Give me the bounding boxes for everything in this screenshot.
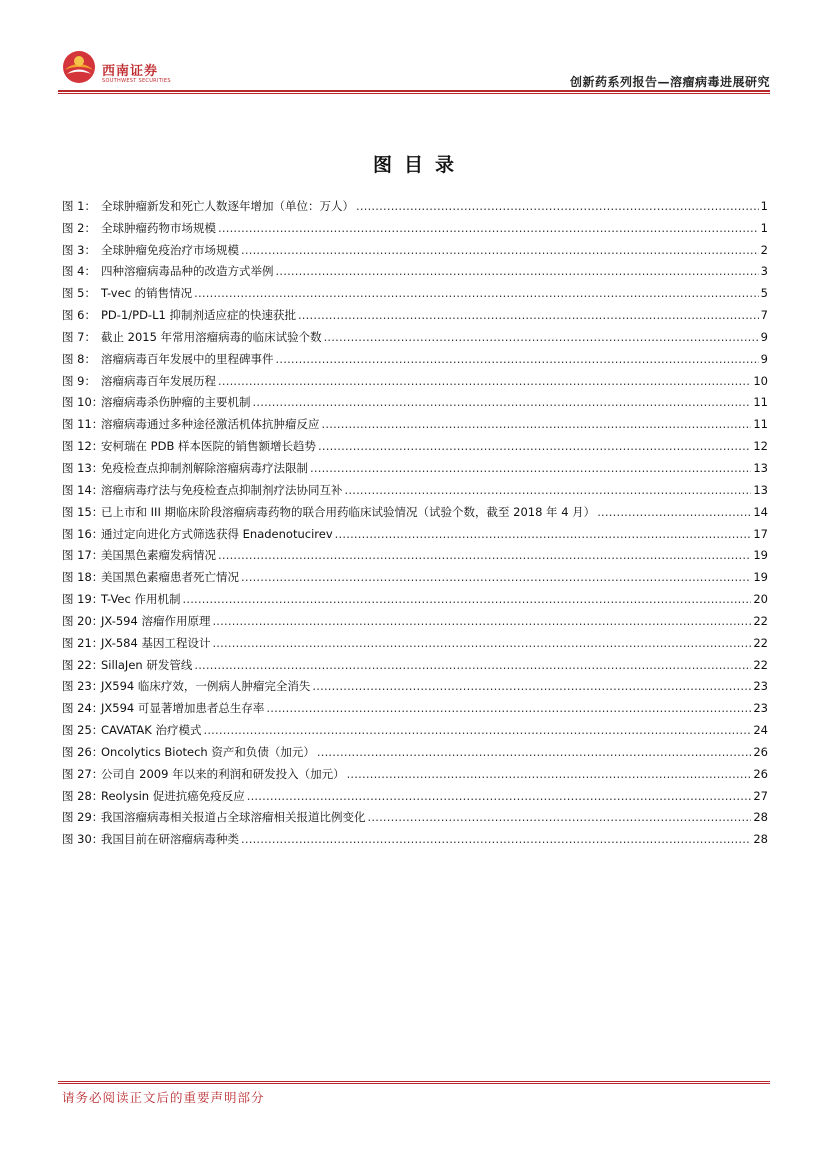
toc-page-number: 2 xyxy=(760,242,768,257)
toc-page-number: 27 xyxy=(753,788,768,803)
toc-figure-title: 公司自 2009 年以来的利润和研发投入（加元） xyxy=(101,766,345,781)
toc-page-number: 26 xyxy=(753,766,768,781)
toc-figure-number: 图 18： xyxy=(62,570,104,585)
toc-figure-number: 图 15： xyxy=(62,504,104,519)
toc-figure-number: 图 22： xyxy=(62,657,104,672)
toc-figure-number: 图 30： xyxy=(62,832,104,847)
toc-figure-number: 图 12： xyxy=(62,439,104,454)
toc-page-number: 13 xyxy=(753,460,768,475)
toc-page-number: 9 xyxy=(760,329,768,344)
toc-figure-title: JX-594 溶瘤作用原理 xyxy=(101,613,211,628)
toc-figure-number: 图 2： xyxy=(62,220,96,235)
toc-entry[interactable] xyxy=(62,257,768,279)
toc-leader-dots xyxy=(218,548,751,562)
toc-page-number: 20 xyxy=(753,592,768,607)
toc-figure-number: 图 26： xyxy=(62,744,104,759)
toc-figure-number: 图 16： xyxy=(62,526,104,541)
toc-figure-title: 溶瘤病毒疗法与免疫检查点抑制剂疗法协同互补 xyxy=(101,482,343,497)
header-divider-thin xyxy=(58,93,770,94)
toc-leader-dots xyxy=(247,789,752,803)
toc-leader-dots xyxy=(597,505,751,519)
toc-heading: 图目录 xyxy=(372,154,466,176)
toc-leader-dots xyxy=(218,221,759,235)
toc-entry[interactable] xyxy=(62,562,768,584)
toc-page-number: 24 xyxy=(753,723,768,738)
toc-figure-number: 图 21： xyxy=(62,635,104,650)
toc-leader-dots xyxy=(317,745,752,759)
toc-figure-number: 图 19： xyxy=(62,592,104,607)
toc-entry[interactable] xyxy=(62,824,768,846)
toc-leader-dots xyxy=(347,767,752,781)
toc-entry[interactable] xyxy=(62,431,768,453)
toc-figure-title: CAVATAK 治疗模式 xyxy=(101,723,202,738)
toc-figure-number: 图 4： xyxy=(62,264,96,279)
toc-entry[interactable] xyxy=(62,497,768,519)
toc-figure-number: 图 3： xyxy=(62,242,96,257)
toc-figure-number: 图 25： xyxy=(62,723,104,738)
toc-page-number: 22 xyxy=(753,657,768,672)
company-logo xyxy=(62,50,182,90)
toc-figure-number: 图 27： xyxy=(62,766,104,781)
toc-page-number: 22 xyxy=(753,613,768,628)
toc-entry[interactable] xyxy=(62,235,768,257)
toc-figure-title: SillaJen 研发管线 xyxy=(101,657,193,672)
toc-figure-number: 图 11： xyxy=(62,417,104,432)
logo-chinese-name: 西南证券 xyxy=(102,64,159,79)
toc-figure-number: 图 9： xyxy=(62,373,96,388)
toc-figure-title: 已上市和 III 期临床阶段溶瘤病毒药物的联合用药临床试验情况（试验个数，截至 2018 年 4 月） xyxy=(101,504,596,519)
toc-leader-dots xyxy=(241,570,751,584)
toc-page-number: 1 xyxy=(760,198,768,213)
figure-table-of-contents xyxy=(62,191,768,846)
page-header xyxy=(58,44,770,94)
toc-page-number: 12 xyxy=(753,439,768,454)
toc-page-number: 28 xyxy=(753,810,768,825)
toc-figure-title: 全球肿瘤免疫治疗市场规模 xyxy=(101,242,239,257)
toc-page-number: 11 xyxy=(753,417,768,432)
toc-figure-number: 图 29： xyxy=(62,810,104,825)
toc-entry[interactable] xyxy=(62,475,768,497)
toc-entry[interactable] xyxy=(62,344,768,366)
toc-figure-title: 全球肿瘤新发和死亡人数逐年增加（单位：万人） xyxy=(101,198,354,213)
toc-leader-dots xyxy=(298,308,759,322)
toc-leader-dots xyxy=(345,483,752,497)
toc-figure-title: 溶瘤病毒通过多种途径激活机体抗肿瘤反应 xyxy=(101,417,320,432)
toc-leader-dots xyxy=(212,636,751,650)
toc-entry[interactable] xyxy=(62,366,768,388)
toc-page-number: 3 xyxy=(760,264,768,279)
toc-entry[interactable] xyxy=(62,278,768,300)
toc-leader-dots xyxy=(318,439,751,453)
toc-page-number: 11 xyxy=(753,395,768,410)
toc-page-number: 14 xyxy=(753,504,768,519)
toc-figure-number: 图 6： xyxy=(62,308,96,323)
toc-entry[interactable] xyxy=(62,388,768,410)
toc-figure-number: 图 17： xyxy=(62,548,104,563)
toc-entry[interactable] xyxy=(62,628,768,650)
toc-leader-dots xyxy=(253,395,752,409)
toc-figure-number: 图 24： xyxy=(62,701,104,716)
toc-figure-number: 图 8： xyxy=(62,351,96,366)
toc-page-number: 22 xyxy=(753,635,768,650)
toc-leader-dots xyxy=(324,330,759,344)
toc-leader-dots xyxy=(241,832,751,846)
logo-english-name: SOUTHWEST SECURITIES xyxy=(102,78,171,84)
toc-entry[interactable] xyxy=(62,737,768,759)
toc-entry[interactable] xyxy=(62,519,768,541)
toc-page-number: 17 xyxy=(753,526,768,541)
toc-entry[interactable] xyxy=(62,322,768,344)
toc-figure-number: 图 28： xyxy=(62,788,104,803)
toc-figure-title: JX594 临床疗效，一例病人肿瘤完全消失 xyxy=(101,679,311,694)
toc-leader-dots xyxy=(322,417,752,431)
toc-page-number: 28 xyxy=(753,832,768,847)
toc-figure-number: 图 13： xyxy=(62,460,104,475)
toc-figure-number: 图 20： xyxy=(62,613,104,628)
toc-leader-dots xyxy=(266,701,751,715)
toc-page-number: 26 xyxy=(753,744,768,759)
toc-figure-title: 我国溶瘤病毒相关报道占全球溶瘤相关报道比例变化 xyxy=(101,810,366,825)
toc-figure-title: T-Vec 作用机制 xyxy=(101,592,181,607)
toc-entry[interactable] xyxy=(62,803,768,825)
toc-page-number: 19 xyxy=(753,548,768,563)
footer-divider xyxy=(58,1081,770,1082)
toc-figure-title: 我国目前在研溶瘤病毒种类 xyxy=(101,832,239,847)
header-divider xyxy=(58,90,770,92)
toc-entry[interactable] xyxy=(62,606,768,628)
toc-leader-dots xyxy=(241,243,759,257)
toc-leader-dots xyxy=(276,352,759,366)
footer-disclaimer: 请务必阅读正文后的重要声明部分 xyxy=(62,1090,265,1105)
toc-leader-dots xyxy=(194,286,759,300)
toc-page-number: 1 xyxy=(760,220,768,235)
toc-entry[interactable] xyxy=(62,693,768,715)
toc-entry[interactable] xyxy=(62,213,768,235)
toc-page-number: 7 xyxy=(760,308,768,323)
toc-leader-dots xyxy=(276,264,759,278)
toc-entry[interactable] xyxy=(62,759,768,781)
toc-entry[interactable] xyxy=(62,781,768,803)
toc-figure-title: JX-584 基因工程设计 xyxy=(101,635,211,650)
toc-figure-title: 美国黑色素瘤患者死亡情况 xyxy=(101,570,239,585)
toc-figure-title: 溶瘤病毒百年发展中的里程碑事件 xyxy=(101,351,274,366)
toc-page-number: 23 xyxy=(753,701,768,716)
toc-leader-dots xyxy=(368,810,752,824)
toc-leader-dots xyxy=(310,461,751,475)
toc-leader-dots xyxy=(218,374,751,388)
toc-figure-title: Oncolytics Biotech 资产和负债（加元） xyxy=(101,744,315,759)
toc-figure-number: 图 10： xyxy=(62,395,104,410)
toc-figure-title: T-vec 的销售情况 xyxy=(101,286,193,301)
toc-figure-number: 图 23： xyxy=(62,679,104,694)
logo-emblem-icon xyxy=(62,50,96,84)
toc-page-number: 9 xyxy=(760,351,768,366)
toc-figure-title: 通过定向进化方式筛选获得 Enadenotucirev xyxy=(101,526,333,541)
toc-figure-title: PD-1/PD-L1 抑制剂适应症的快速获批 xyxy=(101,308,296,323)
toc-leader-dots xyxy=(335,527,752,541)
toc-figure-title: JX594 可显著增加患者总生存率 xyxy=(101,701,265,716)
toc-figure-number: 图 14： xyxy=(62,482,104,497)
toc-entry[interactable] xyxy=(62,191,768,213)
toc-figure-number: 图 7： xyxy=(62,329,96,344)
toc-page-number: 10 xyxy=(753,373,768,388)
toc-entry[interactable] xyxy=(62,715,768,737)
toc-entry[interactable] xyxy=(62,409,768,431)
footer-divider-thin xyxy=(58,1083,770,1084)
toc-figure-number: 图 5： xyxy=(62,286,96,301)
toc-page-number: 23 xyxy=(753,679,768,694)
toc-page-number: 13 xyxy=(753,482,768,497)
toc-figure-number: 图 1： xyxy=(62,198,96,213)
toc-figure-title: 四种溶瘤病毒品种的改造方式举例 xyxy=(101,264,274,279)
toc-figure-title: Reolysin 促进抗癌免疫反应 xyxy=(101,788,245,803)
toc-figure-title: 免疫检查点抑制剂解除溶瘤病毒疗法限制 xyxy=(101,460,308,475)
toc-leader-dots xyxy=(356,199,759,213)
toc-leader-dots xyxy=(182,592,751,606)
toc-figure-title: 安柯瑞在 PDB 样本医院的销售额增长趋势 xyxy=(101,439,316,454)
toc-page-number: 19 xyxy=(753,570,768,585)
toc-figure-title: 溶瘤病毒杀伤肿瘤的主要机制 xyxy=(101,395,251,410)
toc-leader-dots xyxy=(212,614,751,628)
toc-entry[interactable] xyxy=(62,672,768,694)
toc-page-number: 5 xyxy=(760,286,768,301)
toc-figure-title: 溶瘤病毒百年发展历程 xyxy=(101,373,216,388)
toc-entry[interactable] xyxy=(62,584,768,606)
report-series-title: 创新药系列报告—溶瘤病毒进展研究 xyxy=(569,75,770,89)
toc-entry[interactable] xyxy=(62,453,768,475)
toc-leader-dots xyxy=(194,658,751,672)
toc-figure-title: 截止 2015 年常用溶瘤病毒的临床试验个数 xyxy=(101,329,322,344)
toc-figure-title: 美国黑色素瘤发病情况 xyxy=(101,548,216,563)
toc-figure-title: 全球肿瘤药物市场规模 xyxy=(101,220,216,235)
toc-entry[interactable] xyxy=(62,300,768,322)
toc-entry[interactable] xyxy=(62,650,768,672)
toc-leader-dots xyxy=(312,679,751,693)
toc-leader-dots xyxy=(203,723,751,737)
toc-entry[interactable] xyxy=(62,541,768,563)
